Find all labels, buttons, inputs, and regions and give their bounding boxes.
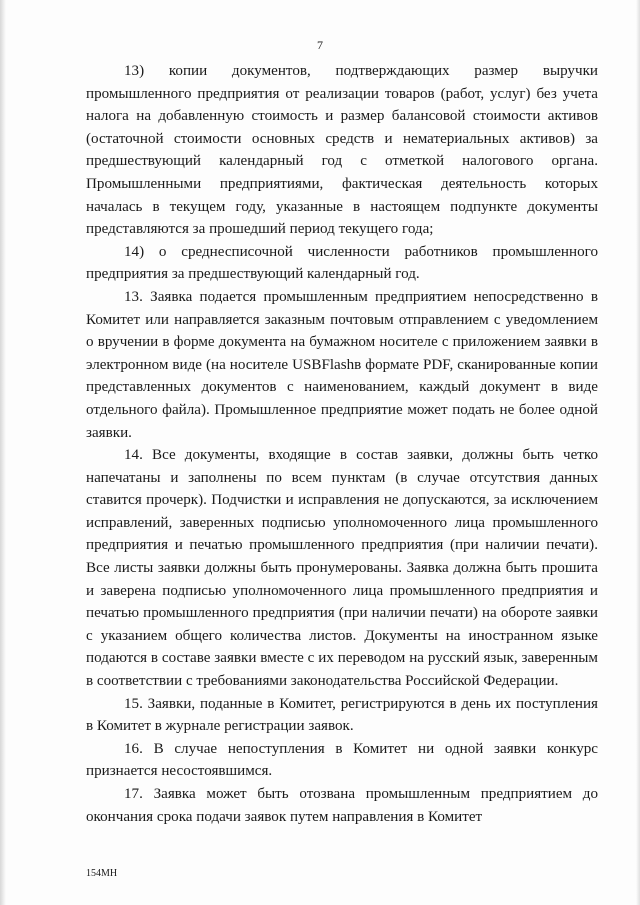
paragraph-clause-13: 13. Заявка подается промышленным предприятием непосредственно в Комитет или направляется заказным почтовым отправлением с уведомлением о вручении в форме документа на бумажном носителе с приложением заявки в электронном виде (на носителе USBFlashв формате PDF, сканированные копии представленных документов с наименованием, каждый документ в виде отдельного файла). Промышленное предприятие может подать не более одной заявки.: [86, 288, 598, 441]
document-body: [86, 60, 598, 828]
paragraph-clause-14: 14. Все документы, входящие в состав заявки, должны быть четко напечатаны и заполнены по всем пунктам (в случае отсутствия данных ставится прочерк). Подчистки и исправления не допускаются, за исключением исправлений, заверенных подписью уполномоченного лица промышленного предприятия и печатью промышленного предприятия (при наличии печати). Все листы заявки должны быть пронумерованы. Заявка должна быть прошита и заверена подписью уполномоченного лица промышленного предприятия и печатью промышленного предприятия (при наличии печати) на обороте заявки с указанием общего количества листов. Документы на иностранном языке подаются в составе заявки вместе с их переводом на русский язык, заверенным в соответствии с требованиями законодательства Российской Федерации.: [86, 447, 598, 690]
scan-edge-right: [636, 0, 640, 905]
paragraph-clause-17: 17. Заявка может быть отозвана промышленным предприятием до окончания срока подачи заявок путем направления в Комитет: [86, 786, 598, 825]
document-code: 154МН: [86, 868, 118, 879]
page-number: 7: [317, 38, 323, 52]
paragraph-clause-16: 16. В случае непоступления в Комитет ни одной заявки конкурс признается несостоявшимся.: [86, 740, 598, 780]
paragraph-item-13-copies: 13) копии документов, подтверждающих размер выручки промышленного предприятия от реализации товаров (работ, услуг) без учета налога на добавленную стоимость и размер балансовой стоимости активов (остаточной стоимости основных средств и нематериальных активов) за предшествующий календарный год с отметкой налогового органа. Промышленными предприятиями, фактическая деятельность которых началась в текущем году, указанные в настоящем подпункте документы представляются за прошедший период текущего года;: [86, 63, 598, 238]
paragraph-item-14-headcount: 14) о среднесписочной численности работников промышленного предприятия за предшествующий календарный год.: [86, 243, 598, 283]
paragraph-clause-15: 15. Заявки, поданные в Комитет, регистрируются в день их поступления в Комитет в журнале регистрации заявок.: [86, 695, 598, 735]
scan-edge-left: [0, 0, 6, 905]
